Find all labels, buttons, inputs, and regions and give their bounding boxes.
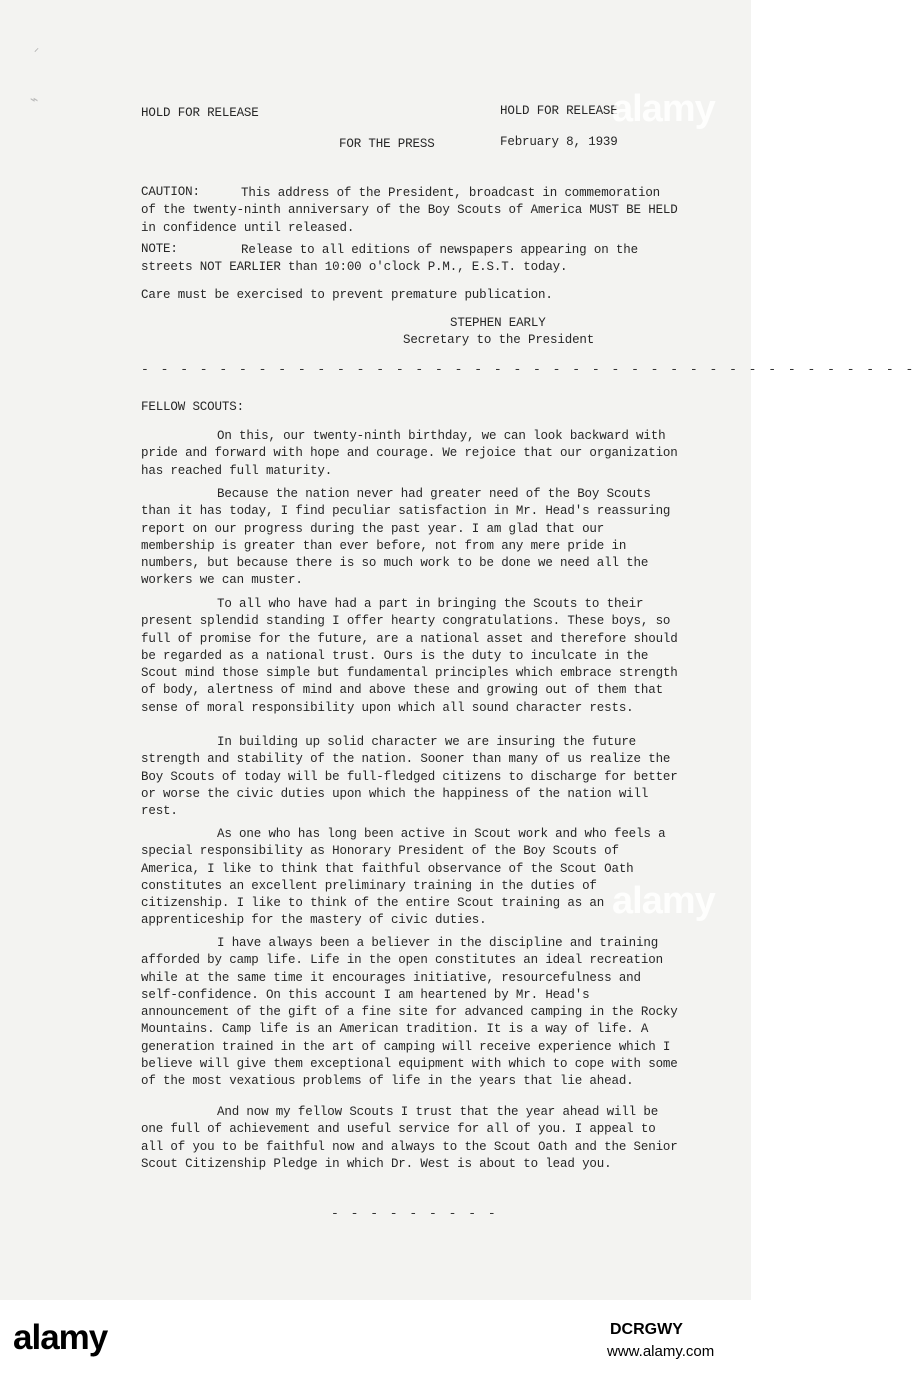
salutation: FELLOW SCOUTS: [141, 400, 244, 414]
caution-label: CAUTION: [141, 185, 200, 199]
hold-for-release-left: HOLD FOR RELEASE [141, 106, 259, 120]
hole-punch-mark: ⌁ [30, 93, 39, 109]
paragraph-5: As one who has long been active in Scout work and who feels a special responsibility as Honorary President of the Boy Scouts of America, I like to think that faithful observance of the Scout Oath constitutes an excellent preliminary training in the duties of citizenship. I like to think of the entire Scout training as an apprenticeship for the mastery of civic duties. [141, 827, 666, 928]
hold-for-release-right: HOLD FOR RELEASE [500, 104, 618, 118]
paragraph-7: And now my fellow Scouts I trust that the year ahead will be one full of achievement and useful service for all of you. I appeal to all of you to be faithful now and always to the Scout Oath and the Senior Scout Citizenship Pledge in which Dr. West is about to lead you. [141, 1105, 678, 1171]
paragraph-6: I have always been a believer in the discipline and training afforded by camp life. Life in the open constitutes an ideal recreation while at the same time it encourages initiative, resourcefulness and self-confidence. On this account I am heartened by Mr. Head's announcement of the gift of a fine site for advanced camping in the Rocky Mountains. Camp life is an American tradition. It is a way of life. A generation trained in the art of camping will receive experience which I believe will give them exceptional equipment with which to cope with some of the most vexatious problems of life in the years that lie ahead. [141, 936, 678, 1089]
signature-title: Secretary to the President [403, 333, 595, 347]
note-label: NOTE: [141, 242, 178, 256]
paragraph-4: In building up solid character we are insuring the future strength and stability of the nation. Sooner than many of us realize the Boy Scouts of today will be full-fledged citizens to discharge for better or worse the civic duties upon which the happiness of the nation will rest. [141, 735, 678, 819]
alamy-logo: alamy [13, 1318, 108, 1357]
note-text: Release to all editions of newspapers appearing on the streets NOT EARLIER than 10:00 o'clock P.M., E.S.T. today. [141, 243, 638, 275]
image-id: DCRGWY [610, 1321, 683, 1338]
caution-text: This address of the President, broadcast in commemoration of the twenty-ninth anniversary of the Boy Scouts of America MUST BE HELD in confidence until released. [141, 186, 678, 235]
separator-line: - - - - - - - - - - - - - - - - - - - - - - - - - - - - - - - - - - - - - - - - [141, 362, 915, 377]
signature-name: STEPHEN EARLY [450, 316, 546, 330]
for-the-press: FOR THE PRESS [339, 137, 435, 151]
paragraph-3: To all who have had a part in bringing the Scouts to their present splendid standing I offer hearty congratulations. These boys, so full of promise for the future, are a national asset and therefore should be regarded as a national trust. Ours is the duty to inculcate in the Scout mind those simple but fundamental principles which embrace strength of body, alertness of mind and above these and growing out of them that sense of moral responsibility upon which all sound character rests. [141, 597, 678, 715]
closing-dashes: - - - - - - - - - [331, 1206, 498, 1221]
paper-mark: ⸝ [34, 44, 39, 55]
watermark-middle: alamy [612, 880, 715, 922]
paragraph-2: Because the nation never had greater need of the Boy Scouts than it has today, I find peculiar satisfaction in Mr. Head's reassuring report on our progress during the past year. I am glad that our membership is greater than ever before, not from any mere pride in numbers, but because there is so much work to be done we need all the workers we can muster. [141, 487, 671, 588]
watermark-top: alamy [612, 88, 715, 130]
document-date: February 8, 1939 [500, 135, 618, 149]
care-notice: Care must be exercised to prevent premature publication. [141, 288, 553, 302]
site-url: www.alamy.com [607, 1343, 715, 1360]
paragraph-1: On this, our twenty-ninth birthday, we can look backward with pride and forward with hope and courage. We rejoice that our organization has reached full maturity. [141, 429, 678, 478]
